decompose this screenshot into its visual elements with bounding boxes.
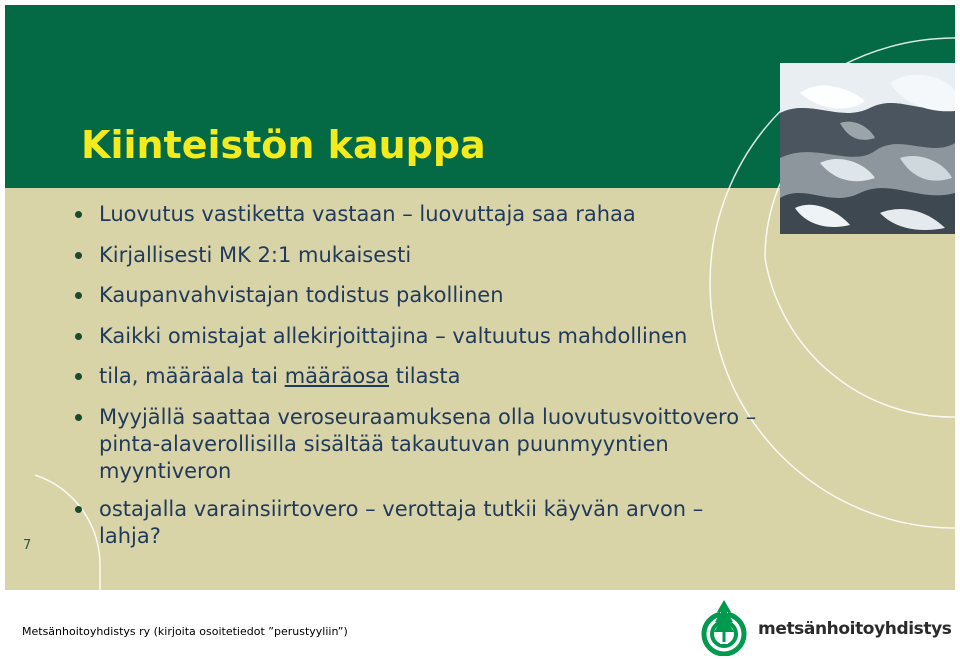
bullet-item — [73, 496, 893, 550]
bullet-dot-icon — [75, 506, 82, 513]
bullet-item — [73, 201, 893, 228]
forest-society-logo-icon — [700, 598, 748, 656]
bullet-dot-icon — [75, 373, 82, 380]
bullet-text: Luovutus vastiketta vastaan – luovuttaja saa rahaa — [99, 202, 636, 226]
bullet-dot-icon — [75, 211, 82, 218]
bullet-item — [73, 404, 893, 485]
bullet-text-pre: tila, määräala tai — [99, 364, 285, 388]
bullet-text: Kirjallisesti MK 2:1 mukaisesti — [99, 242, 412, 267]
bullet-item — [73, 242, 893, 269]
page-number: 7 — [23, 538, 32, 553]
bullet-line: Myyjällä saattaa veroseuraamuksena olla luovutusvoittovero – — [99, 404, 757, 429]
logo-wordmark: metsänhoitoyhdistys — [758, 619, 952, 639]
bullet-text: Kaikki omistajat allekirjoittajina – valtuutus mahdollinen — [99, 323, 688, 348]
bullet-line: myyntiveron — [99, 458, 232, 483]
slide-title: Kiinteistön kauppa — [81, 123, 486, 167]
bullet-item — [73, 323, 893, 350]
footer-address: Metsänhoitoyhdistys ry (kirjoita osoitetiedot ”perustyyliin”) — [22, 625, 348, 638]
bullet-dot-icon — [75, 252, 82, 259]
bullet-dot-icon — [75, 414, 82, 421]
bullet-line: pinta-alaverollisilla sisältää takautuvan puunmyyntien — [99, 431, 669, 456]
bullet-list — [73, 201, 893, 563]
bullet-dot-icon — [75, 333, 82, 340]
slide — [5, 5, 955, 590]
bullet-text-post: tilasta — [389, 364, 461, 388]
bullet-text: Kaupanvahvistajan todistus pakollinen — [99, 283, 504, 307]
bullet-item — [73, 363, 893, 390]
bullet-text-underlined: määräosa — [284, 364, 390, 388]
bullet-line: ostajalla varainsiirtovero – verottaja tutkii käyvän arvon – — [99, 496, 704, 521]
bullet-item — [73, 282, 893, 309]
bullet-line: lahja? — [99, 523, 161, 548]
bullet-dot-icon — [75, 292, 82, 299]
